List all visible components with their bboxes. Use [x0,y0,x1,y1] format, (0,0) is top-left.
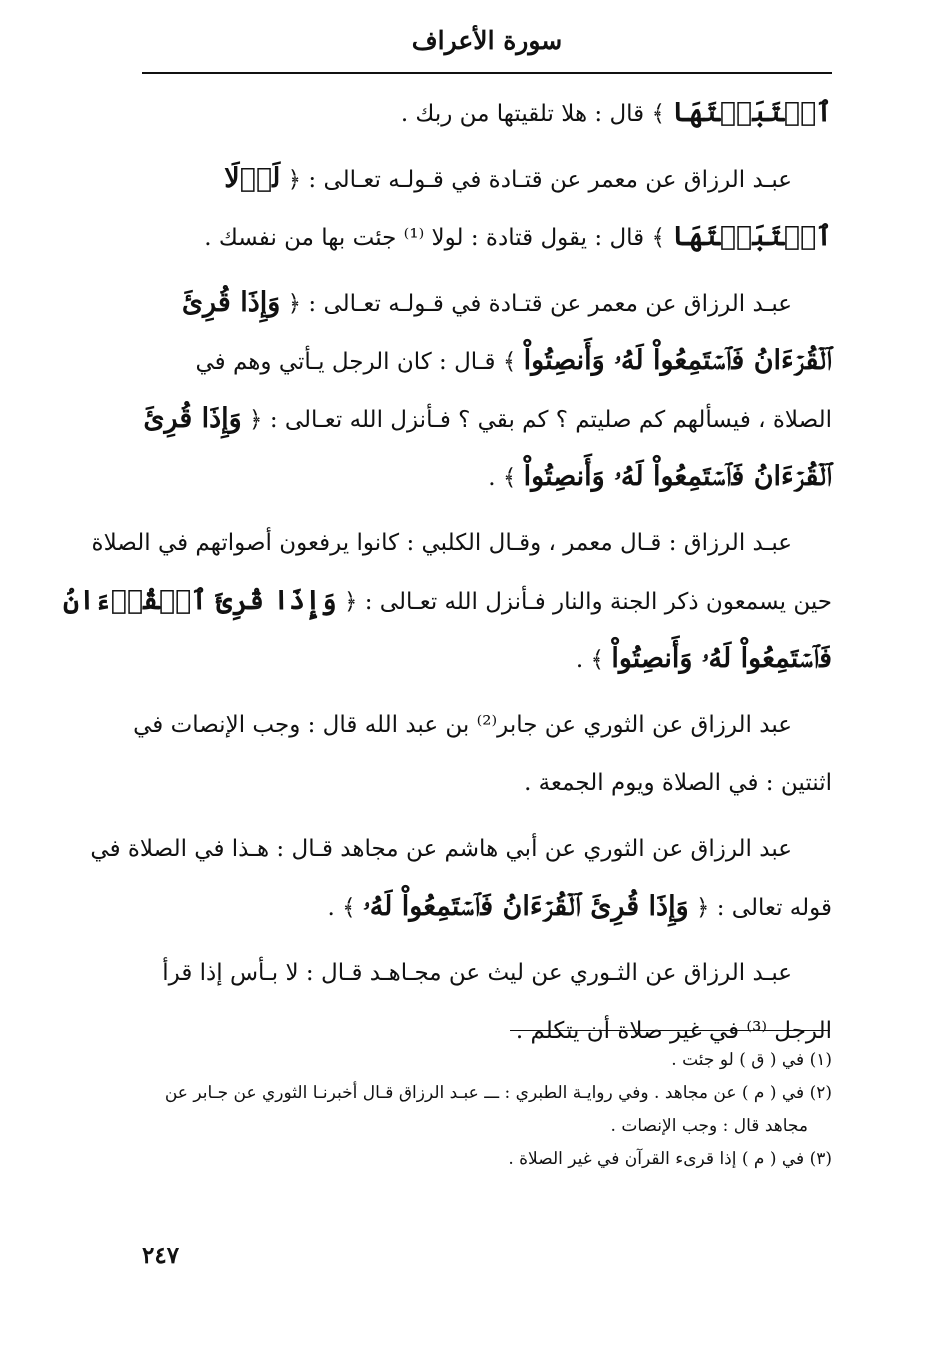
line-text: ﴾ قال : يقول قتادة : لولا ⁽¹⁾ جئت بها من نفسك . [204,225,665,251]
footnote-rule [510,1030,830,1031]
page-header-title: سورة الأعراف [411,26,563,55]
body-line [142,208,832,266]
line-text-tail: ﴾ . [327,895,356,921]
line-text: الصلاة ، فيسألهم كم صليتم ؟ كم بقي ؟ فـأنزل الله تعـالى : ﴿ [249,407,832,433]
quran-text: ٱلۡقُرۡءَانُ فَٱسۡتَمِعُواْ لَهُۥ وَأَنصِتُواْ [523,461,832,492]
footnote: (٣) في ( م ) إذا قرىء القرآن في غير الصلاة . [508,1149,832,1169]
body-line [142,754,832,812]
body-line [133,696,832,754]
quran-text: لَوۡلَا [224,163,281,194]
footnote-continuation: مجاهد قال : وجب الإنصات . [610,1116,808,1136]
body-line [142,332,832,390]
quran-text: وَإِذَا قُرِئَ ٱلۡقُرۡءَانُ [63,585,337,616]
line-text: اثنتين : في الصلاة ويوم الجمعة . [524,770,832,796]
line-text: عبـد الرزاق عن الثـوري عن ليث عن مجـاهـد قـال : لا بـأس إذا قرأ [162,960,792,986]
footnote: (١) في ( ق ) لو جئت . [671,1050,832,1070]
body-line [90,820,832,878]
line-text: ﴾ قال : هلا تلقيتها من ربك . [400,101,665,127]
body-line [142,448,832,506]
body-line [142,150,832,208]
page-number: ٢٤٧ [142,1242,180,1269]
quran-text: ٱجۡتَبَيۡتَهَا [672,97,832,128]
line-text: عبد الرزاق عن الثوري عن أبي هاشم عن مجاهد قـال : هـذا في الصلاة في [90,836,792,862]
body-line [142,84,832,142]
line-text: ﴾ . [575,647,605,673]
line-text: الرجل ⁽³⁾ في غير صلاة أن يتكلم . [515,1018,832,1044]
quran-text: ٱلۡقُرۡءَانُ فَٱسۡتَمِعُواْ لَهُۥ وَأَنصِتُواْ [523,345,832,376]
line-text: حين يسمعون ذكر الجنة والنار فـأنزل الله تعـالى : ﴿ [343,589,832,615]
quran-text: وَإِذَا قُرِئَ [143,403,242,434]
line-text: ﴾ . [488,465,517,491]
quran-text: ٱجۡتَبَيۡتَهَا [672,221,832,252]
line-text: قوله تعالى : ﴿ [695,895,832,921]
footnote: (٢) في ( م ) عن مجاهد . وفي روايـة الطبري : ـــ عبـد الرزاق قـال أخبرنـا الثوري عن جـابر عن [164,1083,832,1103]
header-rule [142,72,832,74]
footnotes [142,1044,832,1176]
body-line [142,944,832,1002]
body-line [142,274,832,332]
line-text: عبـد الرزاق : قـال معمر ، وقـال الكلبي : كانوا يرفعون أصواتهم في الصلاة [91,530,792,556]
body-line [142,878,832,936]
line-text: ﴾ قـال : كان الرجل يـأتي وهم في [195,349,517,375]
line-text: عبد الرزاق عن الثوري عن جابر⁽²⁾ بن عبد الله قال : وجب الإنصات في [133,712,792,738]
body-line [91,514,832,572]
quran-text: وَإِذَا قُرِئَ [181,287,281,318]
body-line [142,630,832,688]
line-text: عبـد الرزاق عن معمر عن قتـادة في قـولـه تعـالى : ﴿ [287,291,792,317]
quran-text: وَإِذَا قُرِئَ ٱلۡقُرۡءَانُ فَٱسۡتَمِعُواْ لَهُۥ [362,891,689,922]
body-line [142,390,832,448]
line-text: عبـد الرزاق عن معمر عن قتـادة في قـولـه تعـالى : ﴿ [287,167,792,193]
body-line [63,572,832,630]
body-text [63,84,832,1060]
quran-text: فَٱسۡتَمِعُواْ لَهُۥ وَأَنصِتُواْ [611,643,832,674]
